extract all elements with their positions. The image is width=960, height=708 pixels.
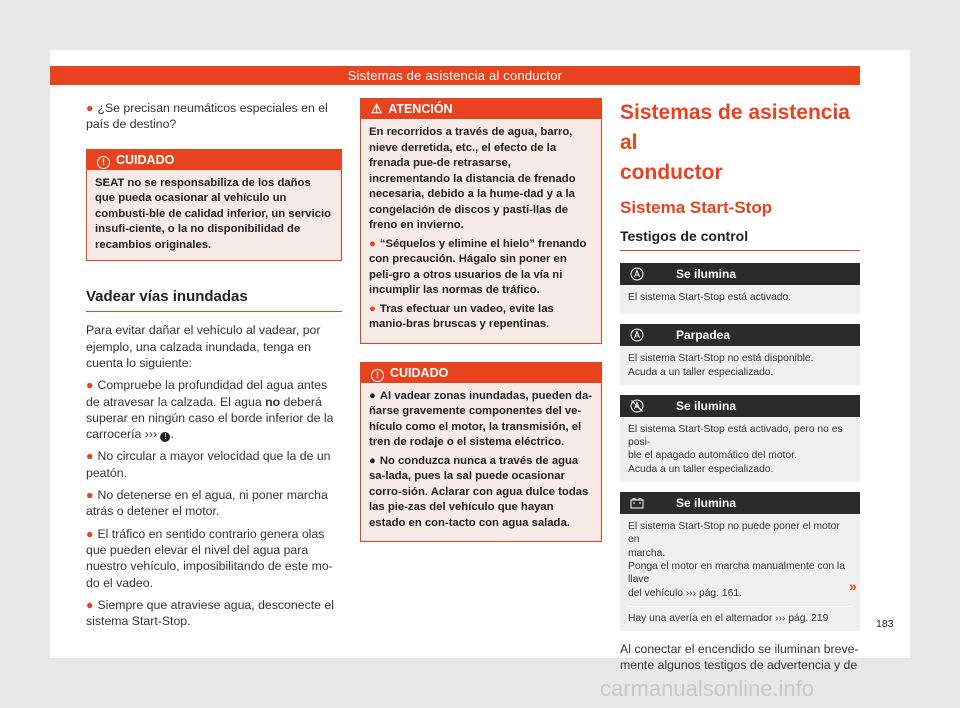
page-number: 183 xyxy=(876,618,894,630)
list-item: ● Siempre que atraviese agua, desconecte el sistema Start-Stop. xyxy=(86,597,334,629)
list-item: ● No conduzca nunca a través de agua sa-lada, pues la sal puede ocasionar corro-sión. Aclarar con agua dulce todas las pie-zas del vehículo que hayan estado en con-tacto con agua salada. xyxy=(369,454,589,529)
section-intro: Para evitar dañar el vehículo al vadear, por ejemplo, una calzada inundada, tenga en cuenta lo siguiente: xyxy=(86,323,321,370)
list-item: ● Al vadear zonas inundadas, pueden da-ñarse gravemente componentes del ve-hículo como el motor, la transmisión, el tren de rodaje o el sistema eléctrico. xyxy=(369,389,593,448)
page-header: Sistemas de asistencia al conductor xyxy=(50,66,860,85)
lamp-description: El sistema Start-Stop está activado, pero no es posi- ble el apagado automático del motor. Acuda a un taller especializado. xyxy=(620,417,860,482)
intro-bullet: ● ¿Se precisan neumáticos especiales en el país de destino? xyxy=(86,101,328,132)
start-stop-crossed-icon xyxy=(630,399,644,413)
list-item: ● El tráfico en sentido contrario genera olas que pueden elevar el nivel del agua para nuestro vehículo, imposibilitando de este mo-do el vadeo. xyxy=(86,526,333,590)
bullet-icon: ● xyxy=(86,101,94,115)
caution-text: SEAT no se responsabiliza de los daños que pueda ocasionar al vehículo un combusti-ble de calidad inferior, un servicio insufi-ciente, o la no disponibilidad de recambios originales. xyxy=(95,176,332,251)
lamp-block xyxy=(620,263,860,314)
lamp-header: Parpadea xyxy=(620,324,860,346)
lamp-description: El sistema Start-Stop no puede poner el motor en marcha. Ponga el motor en marcha manualmente con la llave del vehículo ››› pág. 161. Hay una avería en el alternador ››› pág. 219 xyxy=(620,514,860,631)
body-text: Al conectar el encendido se iluminan breve-mente algunos testigos de advertencia y de xyxy=(620,642,859,673)
watermark: carmanualsonline.info xyxy=(600,676,815,701)
lamp-description: El sistema Start-Stop no está disponible. Acuda a un taller especializado. xyxy=(620,346,860,385)
warning-box xyxy=(360,98,602,344)
info-circle-icon: ! xyxy=(97,156,110,169)
lamp-header: Se ilumina xyxy=(620,263,860,285)
bullet-icon: ● xyxy=(369,454,376,467)
list-item: ● “Séquelos y elimine el hielo” frenando con precaución. Hágalo sin poner en peli-gro a otros usuarios de la vía ni incumplir las normas de tráfico. xyxy=(369,237,587,296)
column-right xyxy=(620,98,860,673)
warning-triangle-icon: ! xyxy=(160,432,170,442)
warning-triangle-icon: ⚠ xyxy=(371,102,383,116)
lamp-description: El sistema Start-Stop está activado. xyxy=(620,285,860,314)
info-circle-icon: ! xyxy=(371,369,384,382)
column-left xyxy=(86,100,342,635)
caution-box-fuel xyxy=(86,149,342,262)
chapter-title-line2: conductor xyxy=(620,161,723,184)
list-item: ● Compruebe la profundidad del agua antes de atravesar la calzada. El agua no deberá superar en ningún caso el borde inferior de la carrocería ››› ! . xyxy=(86,378,334,442)
bullet-icon: ● xyxy=(86,378,94,393)
list-item: ● Tras efectuar un vadeo, evite las manio-bras bruscas y repentinas. xyxy=(369,302,554,330)
subsection-title-testigos: Testigos de control xyxy=(620,228,860,251)
bullet-icon: ● xyxy=(86,449,94,464)
chapter-title-line1: Sistemas de asistencia al xyxy=(620,101,850,154)
bullet-icon: ● xyxy=(86,597,94,612)
battery-icon xyxy=(630,496,644,510)
caution-box-water xyxy=(360,362,602,543)
caution-header: ! CUIDADO xyxy=(361,363,601,383)
section-title-start-stop: Sistema Start-Stop xyxy=(620,198,773,217)
caution-header: ! CUIDADO xyxy=(87,150,341,170)
start-stop-a-icon xyxy=(630,267,644,281)
bullet-icon: ● xyxy=(369,237,376,250)
lamp-header: Se ilumina xyxy=(620,492,860,514)
start-stop-a-icon xyxy=(630,328,644,342)
warning-header: ⚠ ATENCIÓN xyxy=(361,99,601,119)
bullet-icon: ● xyxy=(369,389,376,402)
continue-arrow-icon: » xyxy=(849,578,857,594)
lamp-block xyxy=(620,395,860,482)
column-middle xyxy=(360,98,602,542)
bullet-icon: ● xyxy=(86,488,94,503)
section-title-vadear: Vadear vías inundadas xyxy=(86,289,342,312)
warning-body: En recorridos a través de agua, barro, nieve derretida, etc., el efecto de la frenada pue-de retrasarse, incrementando la distancia de frenado necesaria, debido a la hume-dad y a la congelación de discos y pasti-llas de freno en invierno. ● “Séquelos y elimine el hielo” frenando con precaución. Hágalo sin poner en peli-gro a otros usuarios de la vía ni incumplir las normas de tráfico. ● Tras efectuar un vadeo, evite las manio-bras bruscas y repentinas. xyxy=(361,119,601,343)
lamp-header: Se ilumina xyxy=(620,395,860,417)
lamp-block xyxy=(620,324,860,385)
list-item: ● No detenerse en el agua, ni poner marcha atrás o detener el motor. xyxy=(86,488,328,519)
caution-body xyxy=(361,383,601,542)
lamp-block xyxy=(620,492,860,631)
bullet-icon: ● xyxy=(369,302,376,315)
bullet-icon: ● xyxy=(86,526,94,541)
list-item: ● No circular a mayor velocidad que la de un peatón. xyxy=(86,449,331,480)
